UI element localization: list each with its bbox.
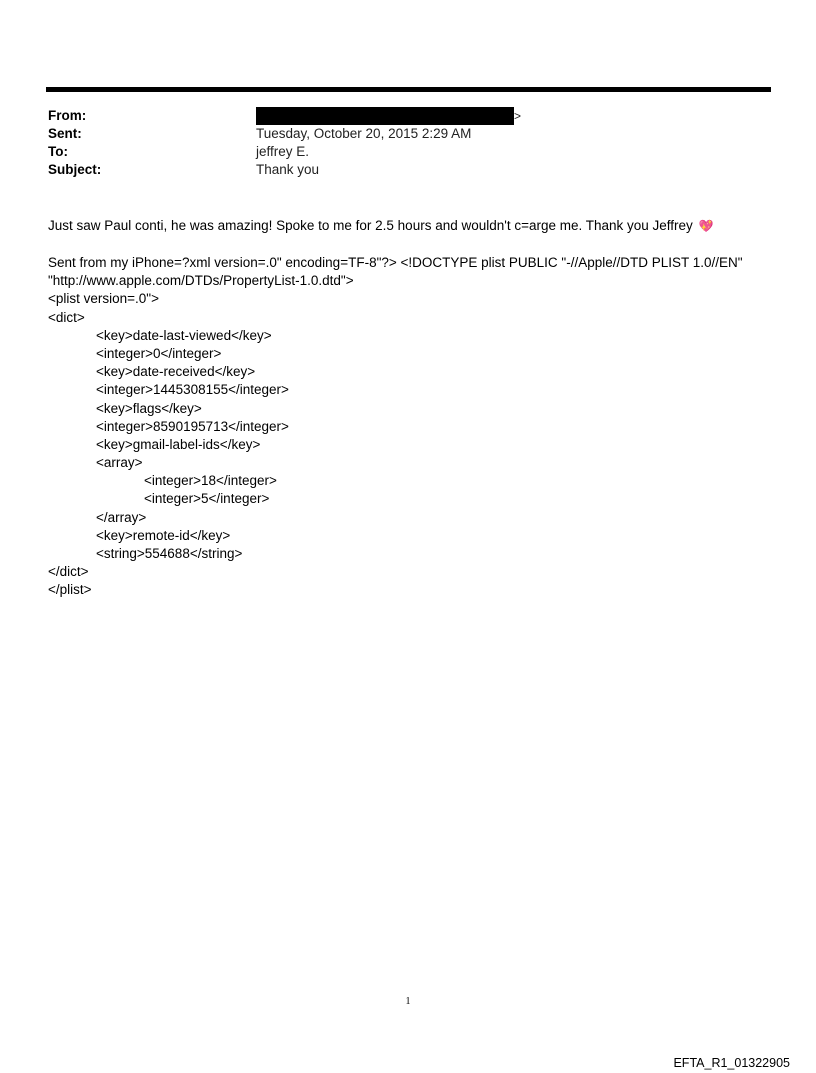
plist-entry-line: <integer>8590195713</integer>	[96, 418, 289, 434]
dict-close-line: </dict>	[48, 564, 89, 580]
plist-entry-line: <integer>0</integer>	[96, 345, 222, 361]
message-text: Just saw Paul conti, he was amazing! Spoke to me for 2.5 hours and wouldn't c=arge me. Thank you Jeffrey	[48, 218, 693, 233]
plist-block	[48, 254, 743, 600]
plist-entry-line: <key>gmail-label-ids</key>	[96, 436, 261, 452]
plist-entry-line: <key>flags</key>	[96, 400, 202, 416]
dtd-url-line: "http://www.apple.com/DTDs/PropertyList-1.0.dtd">	[48, 273, 354, 289]
plist-entry-line: <integer>1445308155</integer>	[96, 382, 289, 398]
plist-entry-line: <integer>18</integer>	[144, 473, 277, 489]
to-label: To:	[48, 144, 68, 159]
plist-entry-line: <key>date-received</key>	[96, 364, 256, 380]
document-id: EFTA_R1_01322905	[673, 1056, 790, 1070]
subject-value: Thank you	[256, 162, 320, 177]
sent-value: Tuesday, October 20, 2015 2:29 AM	[256, 126, 472, 141]
plist-close-line: </plist>	[48, 582, 92, 598]
plist-entry-line: <integer>5</integer>	[144, 491, 270, 507]
plist-entry-line: <string>554688</string>	[96, 546, 243, 561]
redaction-block	[256, 107, 514, 125]
from-value	[256, 107, 521, 125]
message-body	[48, 218, 714, 233]
plist-entry-line: <key>date-last-viewed</key>	[96, 327, 272, 343]
plist-entry-line: <key>remote-id</key>	[96, 527, 231, 543]
header-divider	[46, 87, 771, 92]
from-label: From:	[48, 108, 87, 123]
subject-label: Subject:	[48, 162, 102, 177]
plist-open-line: <plist version=.0">	[48, 291, 159, 307]
from-suffix: >	[514, 109, 522, 123]
plist-entry-line: <array>	[96, 455, 143, 471]
to-value: jeffrey E.	[256, 144, 310, 159]
sent-label: Sent:	[48, 126, 82, 141]
signature-line: Sent from my iPhone=?xml version=.0" encoding=TF-8"?> <!DOCTYPE plist PUBLIC "-//Apple//DTD PLIST 1.0//EN"	[48, 255, 743, 270]
page-number: 1	[405, 996, 411, 1007]
dict-open-line: <dict>	[48, 309, 85, 325]
plist-entry-line: </array>	[96, 509, 147, 525]
heart-emoji-icon: 💖	[698, 219, 714, 233]
